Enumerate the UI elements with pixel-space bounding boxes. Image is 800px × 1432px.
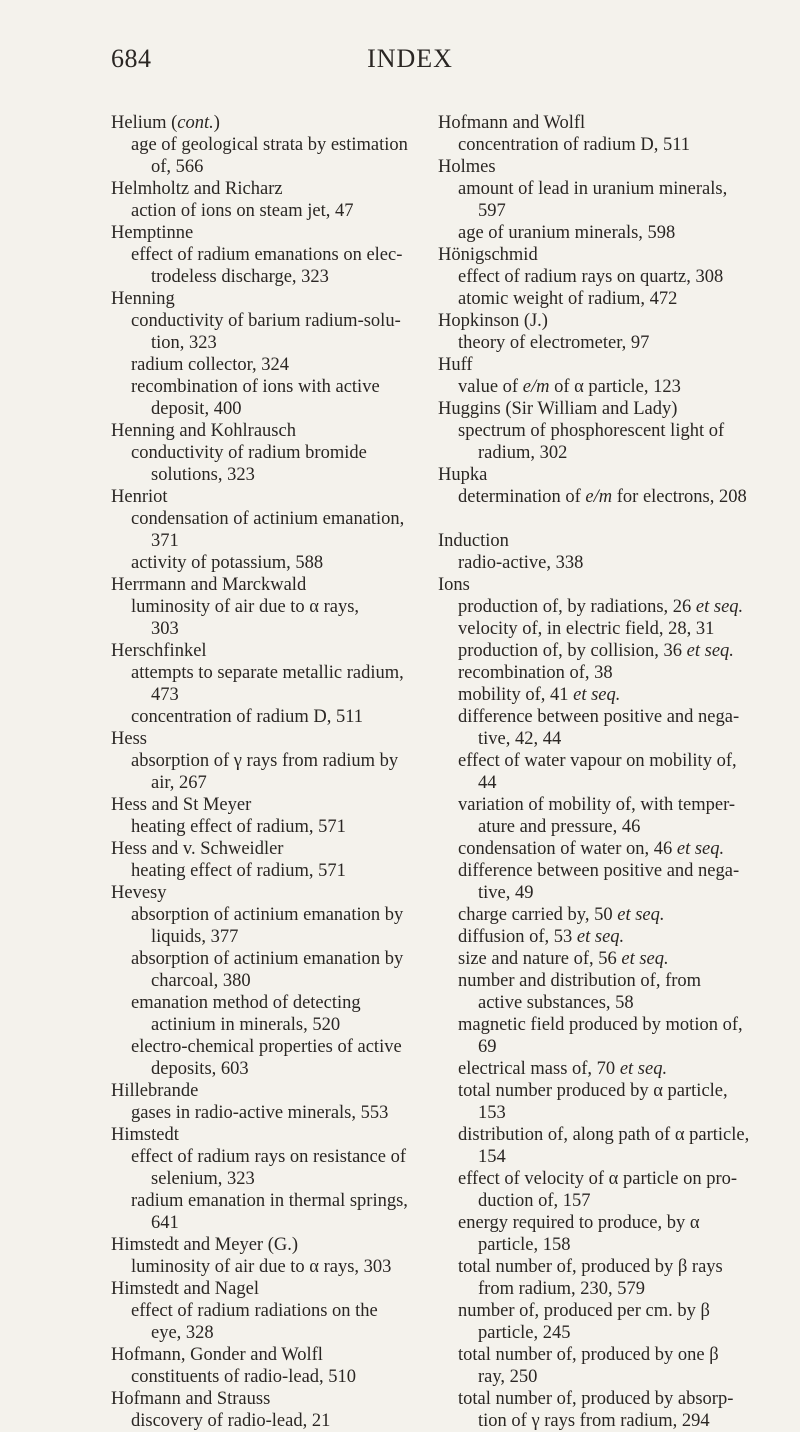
- subentry-line: concentration of radium D, 511: [458, 135, 691, 155]
- subentry-line: effect of water vapour on mobility of,: [458, 751, 737, 771]
- subentry-continuation: actinium in minerals, 520: [151, 1015, 341, 1035]
- index-subentry: [111, 706, 441, 728]
- entry-name: Hess: [111, 729, 147, 749]
- subentry-line: recombination of, 38: [458, 663, 613, 683]
- subentry-continuation: air, 267: [151, 773, 207, 793]
- index-subentry: [438, 1300, 768, 1344]
- subentry-continuation: 69: [478, 1037, 497, 1057]
- subentry-continuation: trodeless discharge, 323: [151, 267, 329, 287]
- index-subentry: [438, 178, 768, 222]
- index-entry: [111, 288, 441, 420]
- subentry-line: age of geological strata by estimation: [131, 135, 408, 155]
- entry-name: Herrmann and Marckwald: [111, 575, 307, 595]
- index-subentry: [438, 1124, 768, 1168]
- index-entry-heading: [438, 244, 768, 266]
- entry-name: Hönigschmid: [438, 245, 538, 265]
- index-subentry: [111, 860, 441, 882]
- subentry-line: charge carried by, 50 et seq.: [458, 905, 665, 925]
- index-entry-heading: [111, 640, 441, 662]
- index-subentry: [111, 1190, 441, 1234]
- subentry-continuation: from radium, 230, 579: [478, 1279, 645, 1299]
- index-subentry: [438, 860, 768, 904]
- index-subentry: [438, 376, 768, 398]
- index-subentry: [438, 904, 768, 926]
- index-entry: [438, 398, 768, 464]
- index-subentry: [111, 442, 441, 486]
- subentry-line: atomic weight of radium, 472: [458, 289, 678, 309]
- subentry-continuation: 303: [151, 619, 179, 639]
- index-entry: [438, 574, 768, 1432]
- subentry-line: emanation method of detecting: [131, 993, 361, 1013]
- subentry-continuation: 641: [151, 1213, 179, 1233]
- index-entry: [438, 530, 768, 574]
- index-subentry: [438, 948, 768, 970]
- subentry-continuation: selenium, 323: [151, 1169, 255, 1189]
- index-entry: [111, 1080, 441, 1124]
- index-entry: [111, 112, 441, 178]
- subentry-continuation: 44: [478, 773, 497, 793]
- subentry-line: conductivity of radium bromide: [131, 443, 367, 463]
- index-entry-heading: [438, 398, 768, 420]
- subentry-continuation: particle, 245: [478, 1323, 571, 1343]
- index-entry-heading: [438, 156, 768, 178]
- index-subentry: [438, 288, 768, 310]
- index-entry: [438, 464, 768, 508]
- index-entry: [111, 882, 441, 1080]
- index-entry-heading: [111, 1080, 441, 1102]
- index-entry-heading: [111, 288, 441, 310]
- index-entry-heading: [438, 464, 768, 486]
- index-entry-heading: [111, 1124, 441, 1146]
- index-entry: [111, 574, 441, 640]
- index-entry: [111, 486, 441, 574]
- entry-name: Hemptinne: [111, 223, 194, 243]
- index-entry-heading: [111, 112, 441, 134]
- page-header: [0, 44, 800, 84]
- entry-name: Hofmann, Gonder and Wolfl: [111, 1345, 323, 1365]
- subentry-line: difference between positive and nega-: [458, 861, 740, 881]
- index-subentry: [438, 970, 768, 1014]
- subentry-line: effect of radium rays on resistance of: [131, 1147, 406, 1167]
- index-subentry: [111, 750, 441, 794]
- subentry-continuation: deposits, 603: [151, 1059, 249, 1079]
- subentry-line: production of, by radiations, 26 et seq.: [458, 597, 744, 617]
- index-entry-heading: [111, 728, 441, 750]
- index-entry-heading: [111, 1344, 441, 1366]
- subentry-line: action of ions on steam jet, 47: [131, 201, 354, 221]
- index-entry: [111, 1344, 441, 1388]
- subentry-line: distribution of, along path of α particle,: [458, 1125, 750, 1145]
- index-subentry: [438, 1388, 768, 1432]
- subentry-line: heating effect of radium, 571: [131, 817, 346, 837]
- subentry-line: effect of velocity of α particle on pro-: [458, 1169, 738, 1189]
- index-entry: [111, 420, 441, 486]
- index-subentry: [438, 618, 768, 640]
- subentry-line: electrical mass of, 70 et seq.: [458, 1059, 668, 1079]
- entry-name: Induction: [438, 531, 509, 551]
- entry-name: Ions: [438, 575, 470, 595]
- index-subentry: [438, 794, 768, 838]
- subentry-line: condensation of water on, 46 et seq.: [458, 839, 725, 859]
- subentry-line: absorption of actinium emanation by: [131, 949, 404, 969]
- subentry-line: concentration of radium D, 511: [131, 707, 364, 727]
- index-subentry: [111, 1102, 441, 1124]
- entry-name: Hevesy: [111, 883, 167, 903]
- index-subentry: [111, 1366, 441, 1388]
- subentry-line: effect of radium radiations on the: [131, 1301, 378, 1321]
- subentry-line: total number of, produced by β rays: [458, 1257, 723, 1277]
- index-subentry: [438, 596, 768, 618]
- subentry-line: velocity of, in electric field, 28, 31: [458, 619, 715, 639]
- index-subentry: [438, 838, 768, 860]
- subentry-line: radio-active, 338: [458, 553, 584, 573]
- index-subentry: [111, 354, 441, 376]
- subentry-line: gases in radio-active minerals, 553: [131, 1103, 389, 1123]
- subentry-continuation: tive, 42, 44: [478, 729, 562, 749]
- subentry-line: amount of lead in uranium minerals,: [458, 179, 728, 199]
- page-number: 684: [111, 44, 152, 73]
- subentry-line: production of, by collision, 36 et seq.: [458, 641, 734, 661]
- subentry-line: age of uranium minerals, 598: [458, 223, 676, 243]
- index-entry-heading: [438, 310, 768, 332]
- subentry-continuation: particle, 158: [478, 1235, 571, 1255]
- subentry-line: discovery of radio-lead, 21: [131, 1411, 331, 1431]
- entry-name: Helmholtz and Richarz: [111, 179, 283, 199]
- entry-name: Hess and v. Schweidler: [111, 839, 284, 859]
- subentry-line: effect of radium emanations on elec-: [131, 245, 403, 265]
- index-entry-heading: [111, 574, 441, 596]
- index-subentry: [438, 684, 768, 706]
- index-subentry: [111, 310, 441, 354]
- subentry-line: luminosity of air due to α rays,: [131, 597, 360, 617]
- index-subentry: [438, 134, 768, 156]
- index-subentry: [111, 904, 441, 948]
- subentry-continuation: ature and pressure, 46: [478, 817, 641, 837]
- index-subentry: [438, 706, 768, 750]
- index-entry-heading: [111, 486, 441, 508]
- subentry-line: absorption of actinium emanation by: [131, 905, 404, 925]
- entry-name: Hofmann and Strauss: [111, 1389, 271, 1409]
- entry-name: Hofmann and Wolfl: [438, 113, 586, 133]
- entry-name: Himstedt and Nagel: [111, 1279, 259, 1299]
- subentry-continuation: 153: [478, 1103, 506, 1123]
- index-entry-heading: [111, 420, 441, 442]
- subentry-continuation: 154: [478, 1147, 506, 1167]
- index-subentry: [438, 332, 768, 354]
- index-subentry: [438, 1168, 768, 1212]
- subentry-line: recombination of ions with active: [131, 377, 380, 397]
- index-subentry: [438, 552, 768, 574]
- entry-name: Hupka: [438, 465, 488, 485]
- index-subentry: [111, 200, 441, 222]
- subentry-continuation: tion, 323: [151, 333, 217, 353]
- entry-name: Henning: [111, 289, 175, 309]
- subentry-continuation: 597: [478, 201, 506, 221]
- index-subentry: [438, 1212, 768, 1256]
- subentry-line: radium collector, 324: [131, 355, 289, 375]
- subentry-continuation: solutions, 323: [151, 465, 255, 485]
- index-entry: [111, 222, 441, 288]
- subentry-line: attempts to separate metallic radium,: [131, 663, 404, 683]
- entry-name: Henriot: [111, 487, 168, 507]
- subentry-line: conductivity of barium radium-solu-: [131, 311, 401, 331]
- subentry-line: radium emanation in thermal springs,: [131, 1191, 408, 1211]
- index-entry: [111, 728, 441, 794]
- index-subentry: [111, 1256, 441, 1278]
- index-entry-heading: [111, 222, 441, 244]
- index-subentry: [438, 1014, 768, 1058]
- index-entry: [111, 1388, 441, 1432]
- index-entry-heading: [438, 354, 768, 376]
- index-subentry: [438, 222, 768, 244]
- subentry-line: total number produced by α particle,: [458, 1081, 728, 1101]
- subentry-continuation: of, 566: [151, 157, 204, 177]
- index-column-right: [438, 112, 768, 1432]
- subentry-line: electro-chemical properties of active: [131, 1037, 402, 1057]
- entry-name: Himstedt and Meyer (G.): [111, 1235, 299, 1255]
- index-entry-heading: [111, 794, 441, 816]
- running-head: INDEX: [367, 44, 453, 73]
- subentry-continuation: active substances, 58: [478, 993, 634, 1013]
- subentry-continuation: liquids, 377: [151, 927, 239, 947]
- entry-name: Hopkinson (J.): [438, 311, 548, 331]
- subentry-continuation: 473: [151, 685, 179, 705]
- entry-name: Himstedt: [111, 1125, 179, 1145]
- index-subentry: [111, 1300, 441, 1344]
- subentry-line: total number of, produced by one β: [458, 1345, 719, 1365]
- subentry-line: condensation of actinium emanation,: [131, 509, 405, 529]
- subentry-continuation: tive, 49: [478, 883, 534, 903]
- subentry-continuation: tion of γ rays from radium, 294: [478, 1411, 710, 1431]
- subentry-line: number of, produced per cm. by β: [458, 1301, 710, 1321]
- index-entry: [438, 156, 768, 244]
- subentry-continuation: duction of, 157: [478, 1191, 591, 1211]
- subentry-continuation: deposit, 400: [151, 399, 242, 419]
- index-entry: [438, 310, 768, 354]
- index-column-left: [111, 112, 441, 1432]
- entry-name: Herschfinkel: [111, 641, 207, 661]
- subentry-line: heating effect of radium, 571: [131, 861, 346, 881]
- index-entry-heading: [438, 112, 768, 134]
- subentry-line: total number of, produced by absorp-: [458, 1389, 734, 1409]
- index-entry: [111, 1278, 441, 1344]
- subentry-line: number and distribution of, from: [458, 971, 702, 991]
- subentry-line: theory of electrometer, 97: [458, 333, 650, 353]
- subentry-line: constituents of radio-lead, 510: [131, 1367, 357, 1387]
- index-entry: [438, 112, 768, 156]
- subentry-continuation: ray, 250: [478, 1367, 538, 1387]
- index-entry-heading: [111, 1278, 441, 1300]
- index-subentry: [111, 662, 441, 706]
- index-subentry: [438, 640, 768, 662]
- subentry-line: spectrum of phosphorescent light of: [458, 421, 725, 441]
- entry-name: Helium: [111, 113, 167, 133]
- subentry-line: variation of mobility of, with temper-: [458, 795, 736, 815]
- subentry-line: difference between positive and nega-: [458, 707, 740, 727]
- index-entry-heading: [111, 1234, 441, 1256]
- index-subentry: [111, 1146, 441, 1190]
- section-gap: [438, 508, 768, 530]
- index-subentry: [111, 1410, 441, 1432]
- subentry-line: magnetic field produced by motion of,: [458, 1015, 743, 1035]
- index-entry: [111, 838, 441, 882]
- entry-name: Hess and St Meyer: [111, 795, 252, 815]
- index-entry-heading: [438, 574, 768, 596]
- subentry-line: energy required to produce, by α: [458, 1213, 700, 1233]
- subentry-line: mobility of, 41 et seq.: [458, 685, 621, 705]
- index-entry: [111, 640, 441, 728]
- index-subentry: [111, 596, 441, 640]
- index-subentry: [438, 750, 768, 794]
- index-entry: [438, 244, 768, 310]
- index-subentry: [438, 1080, 768, 1124]
- index-entry-heading: [111, 178, 441, 200]
- index-subentry: [438, 1344, 768, 1388]
- index-entry: [438, 354, 768, 398]
- index-subentry: [438, 266, 768, 288]
- index-entry-heading: [111, 1388, 441, 1410]
- index-subentry: [111, 376, 441, 420]
- index-subentry: [438, 926, 768, 948]
- entry-name: Huff: [438, 355, 473, 375]
- subentry-continuation: radium, 302: [478, 443, 568, 463]
- subentry-continuation: eye, 328: [151, 1323, 214, 1343]
- index-entry-heading: [111, 882, 441, 904]
- subentry-line: effect of radium rays on quartz, 308: [458, 267, 724, 287]
- entry-name: Huggins (Sir William and Lady): [438, 399, 678, 419]
- subentry-continuation: charcoal, 380: [151, 971, 251, 991]
- index-subentry: [438, 420, 768, 464]
- index-subentry: [438, 662, 768, 684]
- subentry-continuation: 371: [151, 531, 179, 551]
- index-subentry: [111, 508, 441, 552]
- index-subentry: [111, 992, 441, 1036]
- index-subentry: [111, 244, 441, 288]
- subentry-line: diffusion of, 53 et seq.: [458, 927, 625, 947]
- subentry-line: value of e/m of α particle, 123: [458, 377, 681, 397]
- index-subentry: [438, 486, 768, 508]
- index-entry: [111, 1124, 441, 1234]
- subentry-line: absorption of γ rays from radium by: [131, 751, 399, 771]
- index-subentry: [111, 816, 441, 838]
- index-subentry: [438, 1256, 768, 1300]
- index-entry-heading: [111, 838, 441, 860]
- entry-name: Hillebrande: [111, 1081, 199, 1101]
- index-entry: [111, 178, 441, 222]
- subentry-line: activity of potassium, 588: [131, 553, 324, 573]
- index-subentry: [111, 948, 441, 992]
- subentry-line: size and nature of, 56 et seq.: [458, 949, 669, 969]
- index-subentry: [438, 1058, 768, 1080]
- subentry-line: determination of e/m for electrons, 208: [458, 487, 747, 507]
- index-subentry: [111, 134, 441, 178]
- index-subentry: [111, 552, 441, 574]
- index-entry-heading: [438, 530, 768, 552]
- subentry-line: luminosity of air due to α rays, 303: [131, 1257, 392, 1277]
- index-entry: [111, 1234, 441, 1278]
- index-subentry: [111, 1036, 441, 1080]
- entry-name: Henning and Kohlrausch: [111, 421, 296, 441]
- entry-note: (cont.): [171, 113, 220, 133]
- index-entry: [111, 794, 441, 838]
- entry-name: Holmes: [438, 157, 496, 177]
